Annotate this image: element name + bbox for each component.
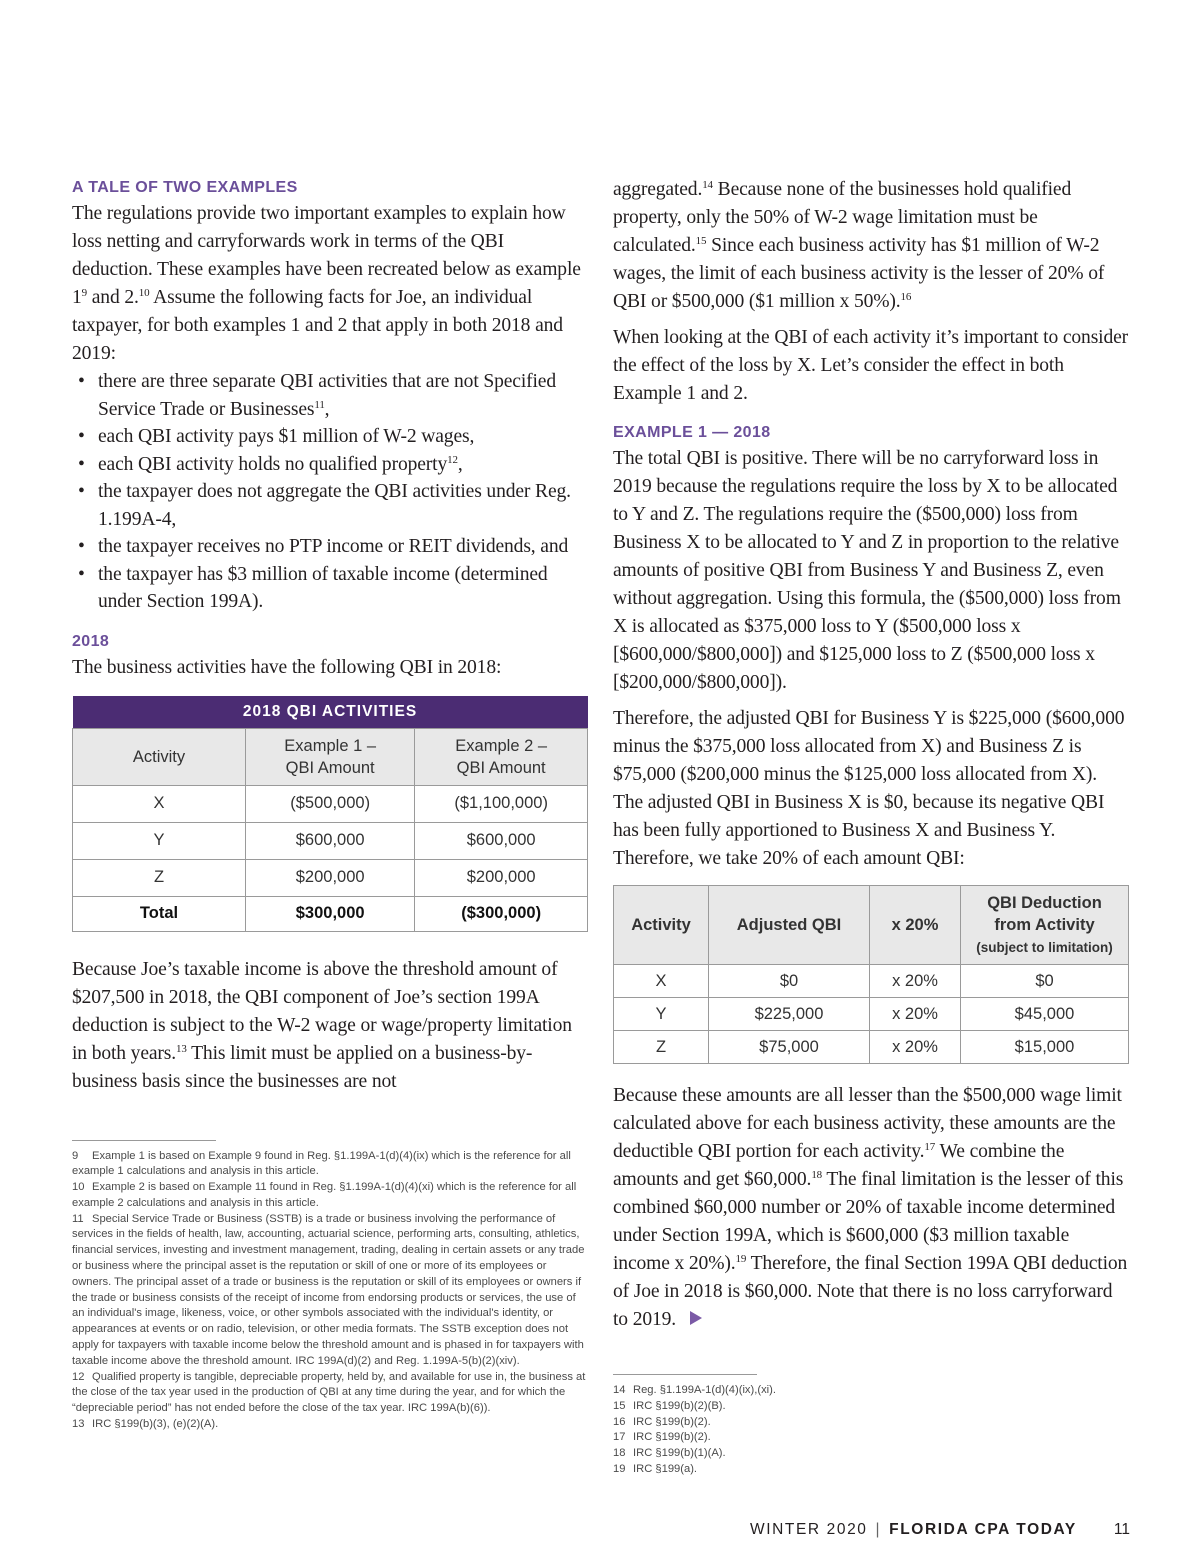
footnote-number: 9	[72, 1149, 79, 1162]
table-cell: $75,000	[709, 1031, 870, 1064]
facts-list	[72, 368, 588, 616]
footnote-text: Qualified property is tangible, depreciable property, held by, and available for use in, the business at the close of the tax year used in the production of QBI at any time during the year, and for which the “depreciable period” has not ended before the close of the tax year. IRC 199A(b)(6)).	[72, 1370, 586, 1415]
footnote	[613, 1462, 1129, 1478]
table-cell: $200,000	[415, 859, 588, 896]
footnote-text: IRC §199(b)(2).	[633, 1431, 711, 1444]
footnote-text: Example 1 is based on Example 9 found in Reg. §1.199A-1(d)(4)(ix) which is the reference for all example 1 calculations and analysis in this article.	[72, 1149, 571, 1178]
footnote	[613, 1415, 1129, 1431]
list-item: • there are three separate QBI activities that are not Specified Service Trade or Businesses$^{11}$,	[98, 368, 588, 423]
list-item: • each QBI activity pays $1 million of W-2 wages,	[98, 423, 588, 451]
footnote-text: IRC §199(a).	[633, 1462, 698, 1475]
footnote-ref: 17	[924, 1141, 936, 1153]
footnote	[613, 1430, 1129, 1446]
loss-effect-paragraph: When looking at the QBI of each activity it’s important to consider the effect of the loss by X. Let’s consider the effect in both Example 1 and 2.	[613, 327, 1129, 404]
right-footnotes	[613, 1374, 1129, 1478]
column-header: Activity	[73, 728, 246, 785]
qbi-activities-table	[72, 696, 588, 932]
footnote	[72, 1212, 588, 1370]
list-item: • each QBI activity holds no qualified property$^{12}$,	[98, 451, 588, 479]
final-deduction-text: Because these amounts are all lesser than the $500,000 wage limit calculated above for each business activity, these amounts are the deductible QBI portion for each activity.$^{17}$ We combine the amounts and get $60,000.18 The final limitation is the lesser of this combined $60,000 number or 20% of taxable income determined under Section 199A, which is $600,000 ($3 million taxable income x 20%).$^{19}$ Therefore, the final Section 199A QBI deduction of Joe in 2018 is $60,000. Note that there is no loss carryforward to 2019.	[613, 1085, 1128, 1330]
footer-separator: |	[875, 1521, 882, 1538]
section-heading-2018: 2018	[72, 632, 110, 650]
table-cell: Y	[73, 822, 246, 859]
page-footer	[750, 1521, 1130, 1539]
footnote-ref: 15	[695, 235, 707, 247]
footnote	[613, 1399, 1129, 1415]
table-cell: x 20%	[870, 998, 961, 1031]
footnote-ref: 18	[811, 1169, 823, 1181]
footnote-ref: 10	[138, 287, 150, 299]
left-footnotes	[72, 1140, 588, 1433]
footnote-divider	[613, 1374, 757, 1375]
column-header	[961, 886, 1129, 965]
table-cell: ($300,000)	[415, 896, 588, 931]
footnote-text: IRC §199(b)(2)(B).	[633, 1399, 726, 1412]
table-row	[73, 859, 588, 896]
footnote-ref: 14	[702, 179, 713, 191]
table-cell: Y	[614, 998, 709, 1031]
footnote-text: IRC §199(b)(1)(A).	[633, 1447, 726, 1460]
footnote-text: Special Service Trade or Business (SSTB) is a trade or business involving the performance of services in the fields of health, law, accounting, actuarial science, performing arts, consulting, athletics, financial services, investing and investment management, trading, dealing in certain assets or any trade or business where the principal asset is the reputation or skill of one or more of its employees or owners. The principal asset of a trade or business is the reputation or skill of its employees or owners if the trade or business consists of the receipt of income from endorsing products or services, the use of an individual's image, likeness, voice, or other symbols associated with the individual's identity, or appearances at events or on radio, television, or other media formats. The SSTB exception does not apply for taxpayers with taxable income below the threshold amount and is phased in for taxpayers with taxable income above the threshold amount. IRC 199A(d)(2) and Reg. 1.199A-5(b)(2)(xiv).	[72, 1212, 585, 1367]
table-cell: x 20%	[870, 965, 961, 998]
footnote-ref: 9	[81, 287, 88, 299]
left-column	[72, 176, 588, 1433]
intro-paragraph: The regulations provide two important examples to explain how loss netting and carryforwards work in terms of the QBI deduction. These examples have been recreated below as example $1^9$ and 2.10 Assume the following facts for Joe, an individual taxpayer, for both examples 1 and 2 that apply in both 2018 and 2019:	[72, 203, 581, 364]
footnote-text: IRC §199(b)(2).	[633, 1415, 711, 1428]
footnote-text: IRC §199(b)(3), (e)(2)(A).	[92, 1418, 219, 1431]
adjusted-qbi-paragraph: Therefore, the adjusted QBI for Business Y is $225,000 ($600,000 minus the $375,000 loss allocated from X) and Business Z is $75,000 ($200,000 minus the $125,000 loss allocated from X). The adjusted QBI in Business X is $0, because its negative QBI has been fully apportioned to Business X and Business Y. Therefore, we take 20% of each amount QBI:	[613, 708, 1125, 869]
footnote-number: 14	[613, 1384, 626, 1396]
header-note: (subject to limitation)	[976, 939, 1113, 955]
footnote-divider	[72, 1140, 216, 1141]
footnote	[72, 1149, 588, 1181]
list-item: • the taxpayer does not aggregate the QBI activities under Reg. 1.199A-4,	[98, 478, 588, 533]
table-cell: $200,000	[246, 859, 415, 896]
example1-paragraph: The total QBI is positive. There will be no carryforward loss in 2019 because the regulations require the loss by X to be allocated to Y and Z. The regulations require the ($500,000) loss from Business X to be allocated to Y and Z in proportion to the relative amounts of positive QBI from Business Y and Business Z, even without aggregation. Using this formula, the ($500,000) loss from X is allocated as $375,000 loss to Y ($500,000 loss x [$600,000/$800,000]) and $125,000 loss to Z ($500,000 loss x [$200,000/$800,000]).	[613, 448, 1121, 693]
final-deduction-paragraph	[613, 1082, 1129, 1334]
footnote-ref: 13	[176, 1042, 187, 1055]
table-cell: $45,000	[961, 998, 1129, 1031]
column-header: Example 2 – QBI Amount	[415, 728, 588, 785]
list-item: • the taxpayer receives no PTP income or REIT dividends, and	[98, 533, 588, 561]
footnote-text: Example 2 is based on Example 11 found in Reg. §1.199A-1(d)(4)(xi) which is the reference for all example 2 calculations and analysis in this article.	[72, 1181, 577, 1209]
table-cell: $0	[961, 965, 1129, 998]
table-cell: x 20%	[870, 1031, 961, 1064]
table-cell: $15,000	[961, 1031, 1129, 1064]
table-row	[614, 965, 1129, 998]
continue-arrow-icon	[690, 1311, 702, 1325]
qbi-2018-intro: The business activities have the following QBI in 2018:	[72, 656, 502, 678]
footnote-number: 10	[72, 1181, 85, 1194]
footnote-ref: 12	[447, 453, 458, 466]
table-cell: Total	[73, 896, 246, 931]
table-cell: X	[614, 965, 709, 998]
issue-label: WINTER 2020	[750, 1521, 868, 1538]
footnote-number: 11	[72, 1212, 84, 1225]
footnote-number: 17	[613, 1431, 626, 1444]
footnote	[613, 1446, 1129, 1462]
table-total-row	[73, 896, 588, 931]
footnote-number: 12	[72, 1370, 85, 1383]
table-cell: X	[73, 785, 246, 822]
footnote-number: 15	[613, 1399, 626, 1412]
footnote-list	[72, 1149, 588, 1433]
qbi-deduction-table	[613, 885, 1129, 1064]
column-header: Example 1 – QBI Amount	[246, 728, 415, 785]
table-cell: $225,000	[709, 998, 870, 1031]
footnote-number: 19	[613, 1462, 626, 1475]
table-cell: $0	[709, 965, 870, 998]
column-header: Activity	[614, 886, 709, 965]
section-heading-example1: EXAMPLE 1 — 2018	[613, 424, 771, 441]
right-column	[613, 176, 1129, 1478]
table-row	[614, 1031, 1129, 1064]
footnote-number: 16	[613, 1415, 626, 1428]
table-row	[73, 785, 588, 822]
table-cell: Z	[614, 1031, 709, 1064]
footnote-ref: 19	[735, 1253, 747, 1265]
table-cell: $300,000	[246, 896, 415, 931]
table-row	[73, 822, 588, 859]
column-header: Adjusted QBI	[709, 886, 870, 965]
footnote-number: 18	[613, 1447, 626, 1460]
footnote-ref: 16	[900, 291, 912, 303]
footnote	[613, 1383, 1129, 1399]
table-cell: Z	[73, 859, 246, 896]
footnote-list	[613, 1383, 1129, 1478]
table-cell: $600,000	[246, 822, 415, 859]
table-cell: $600,000	[415, 822, 588, 859]
footnote	[72, 1180, 588, 1212]
footnote-ref: 11	[314, 398, 325, 411]
table-cell: ($500,000)	[246, 785, 415, 822]
aggregation-paragraph: aggregated.$^{14}$ Because none of the businesses hold qualified property, only the 50% of W-2 wage limitation must be calculated.$^{15}$ Since each business activity has $1 million of W-2 wages, the limit of each business activity is the lesser of 20% of QBI or $500,000 ($1 million x 50%).$^{16}$	[613, 179, 1105, 312]
footnote-number: 13	[72, 1418, 85, 1431]
column-header: x 20%	[870, 886, 961, 965]
table-title: 2018 QBI ACTIVITIES	[73, 696, 588, 729]
footnote-text: Reg. §1.199A-1(d)(4)(ix),(xi).	[633, 1384, 776, 1396]
threshold-paragraph: Because Joe’s taxable income is above the threshold amount of $207,500 in 2018, the QBI component of Joe’s section 199A deduction is subject to the W-2 wage or wage/property limitation in both years.$^{13}$ This limit must be applied on a business-by-business basis since the businesses are not	[72, 958, 572, 1092]
magazine-name: FLORIDA CPA TODAY	[889, 1521, 1077, 1538]
footnote	[72, 1370, 588, 1417]
section-heading-tale: A TALE OF TWO EXAMPLES	[72, 179, 298, 196]
footnote	[72, 1417, 588, 1433]
table-row	[614, 998, 1129, 1031]
table-cell: ($1,100,000)	[415, 785, 588, 822]
list-item: • the taxpayer has $3 million of taxable income (determined under Section 199A).	[98, 561, 588, 616]
page-number: 11	[1113, 1521, 1130, 1538]
header-label: QBI Deduction from Activity	[987, 893, 1102, 934]
